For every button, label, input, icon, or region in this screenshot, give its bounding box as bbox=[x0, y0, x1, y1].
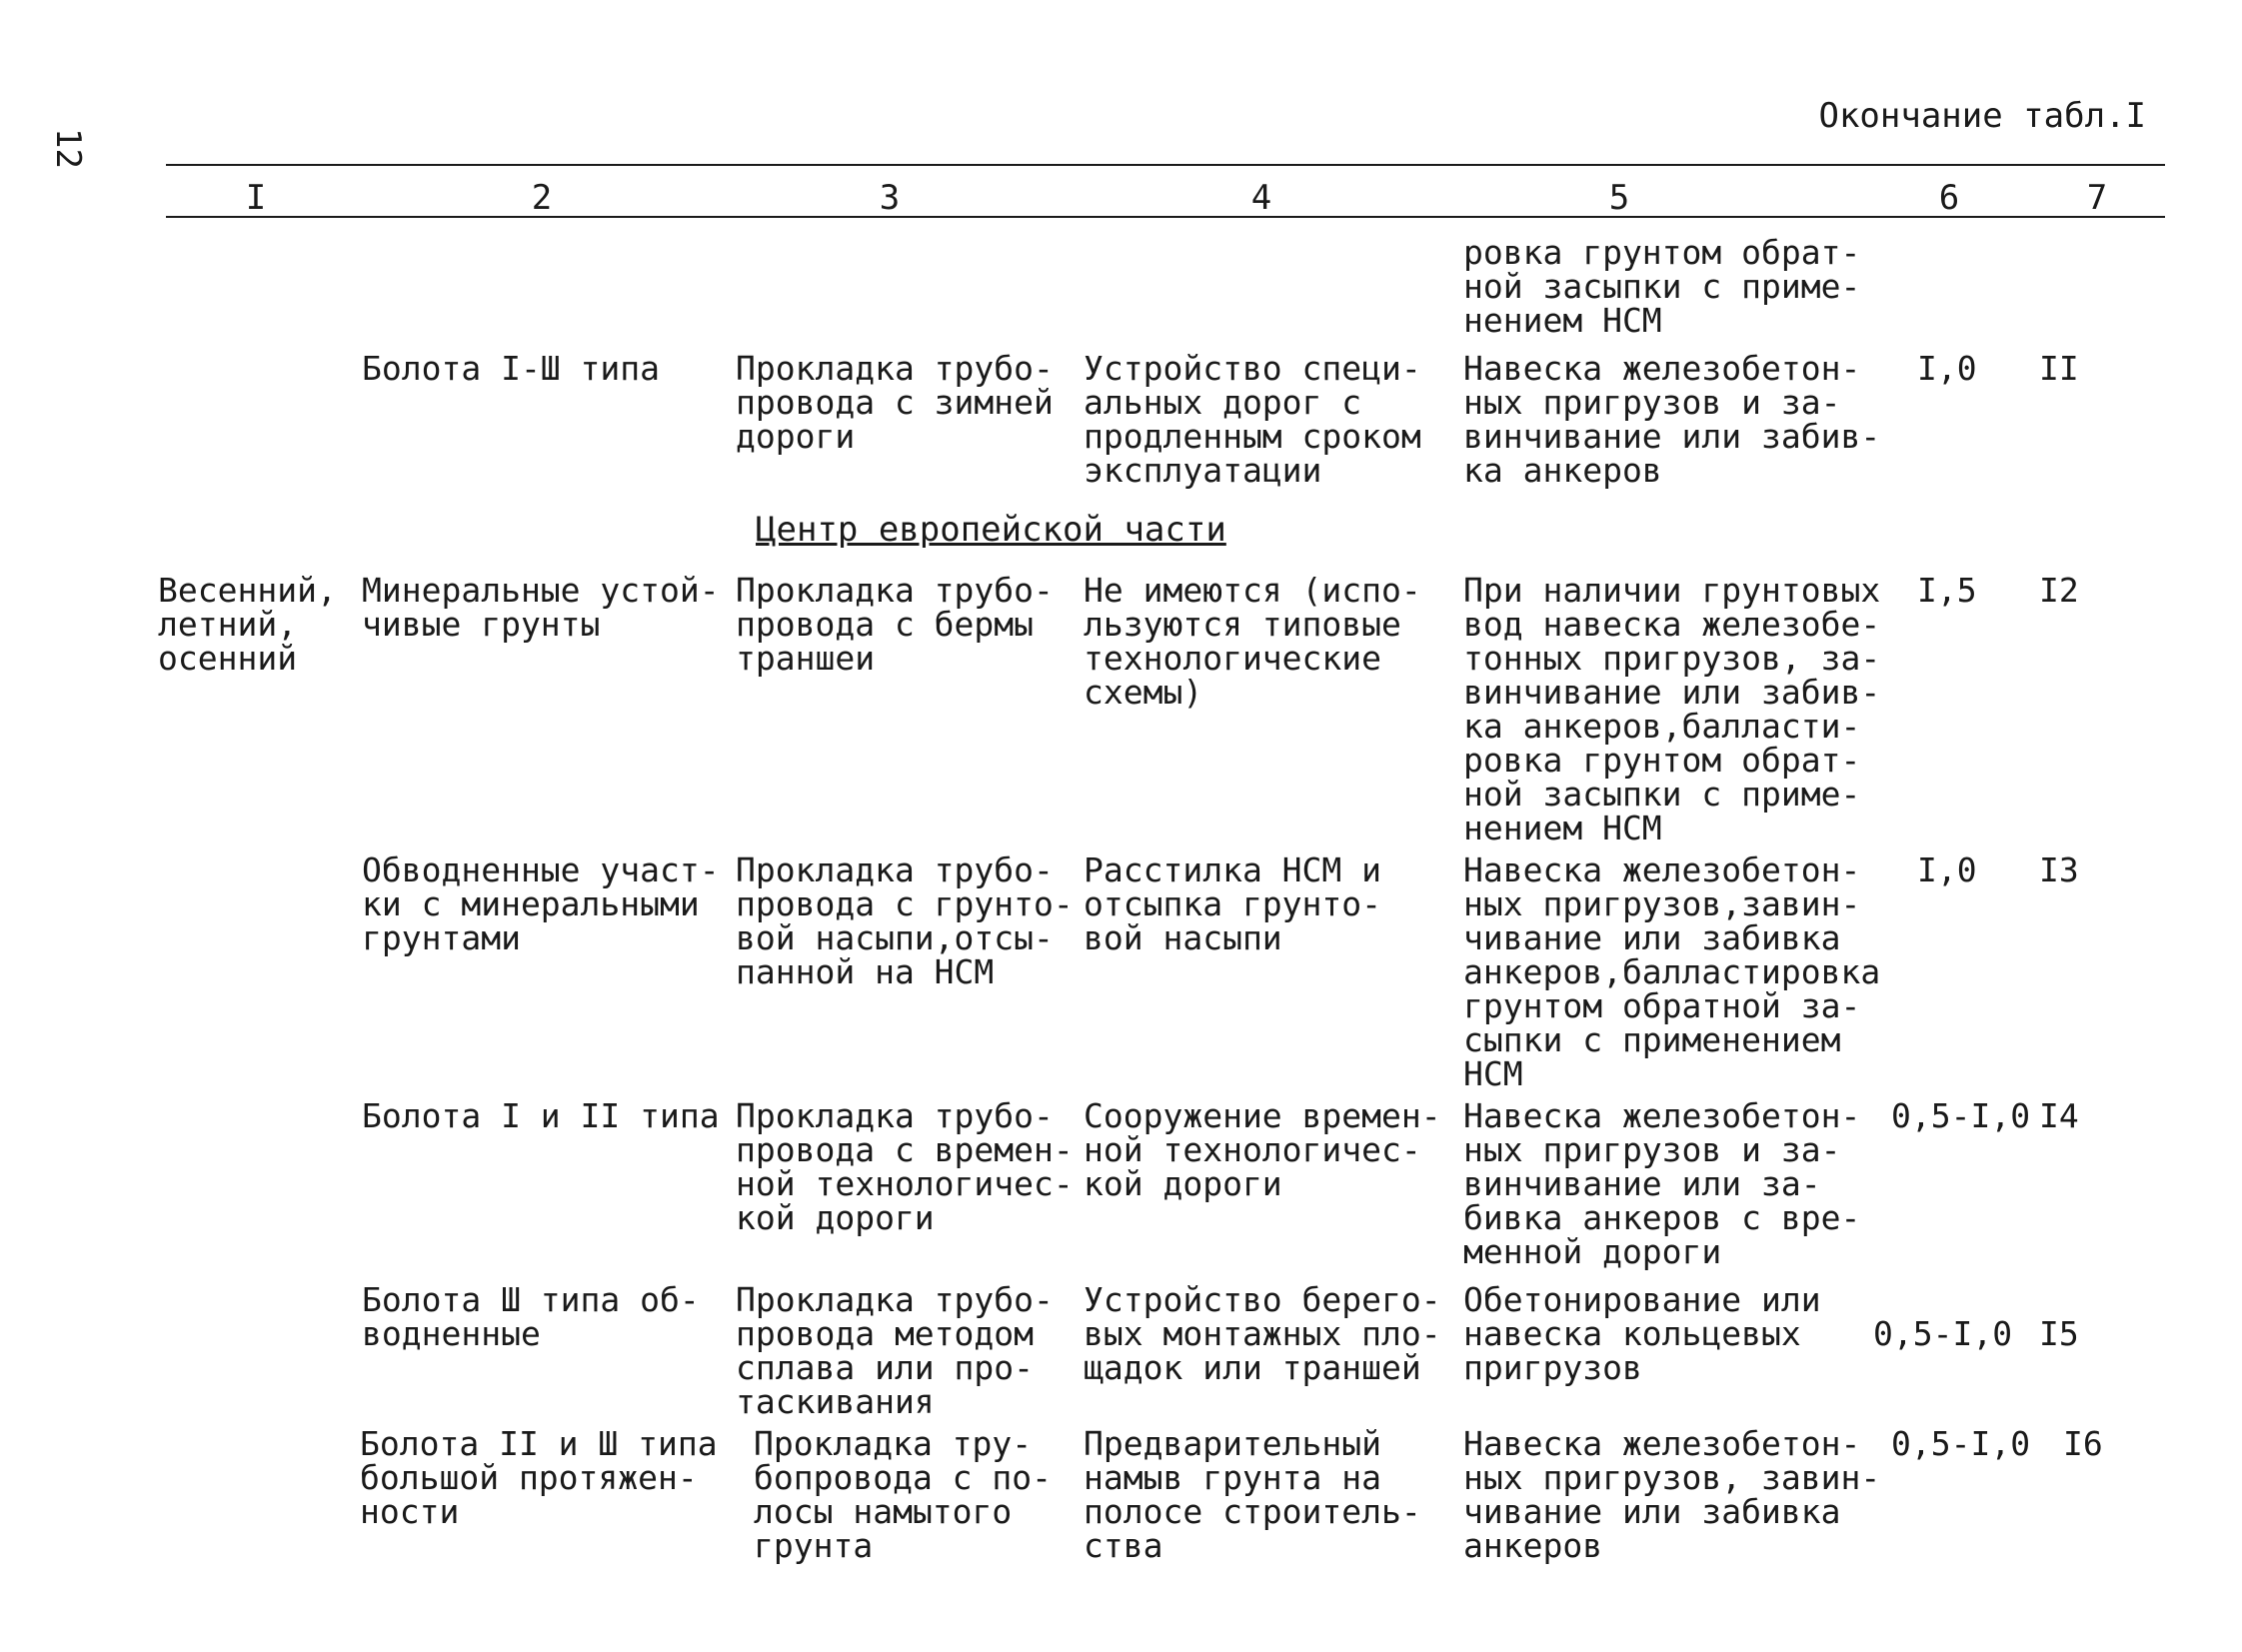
column-number-6: 6 bbox=[1938, 178, 1960, 218]
cell-scheme-number: I4 bbox=[2039, 1096, 2079, 1135]
cell-preparation: Расстилка НСМ и отсыпка грунто- вой насыпи bbox=[1084, 850, 1382, 957]
cell-terrain: Болота Ш типа об- водненные bbox=[362, 1280, 700, 1353]
cell-preparation: Предварительный намыв грунта на полосе строитель- ства bbox=[1084, 1424, 1421, 1565]
cell-method: Прокладка трубо- провода с грунто- вой насыпи,отсы- панной на НСМ bbox=[736, 850, 1074, 991]
cell-scheme-number: II bbox=[2039, 349, 2079, 388]
cell-scheme-number: I5 bbox=[2039, 1314, 2079, 1353]
cell-preparation: Устройство специ- альных дорог с продленным сроком эксплуатации bbox=[1084, 349, 1421, 490]
table-caption: Окончание табл.I bbox=[1818, 96, 2146, 136]
cell-scheme-number: I3 bbox=[2039, 850, 2079, 889]
cell-ballasting: Навеска железобетон- ных пригрузов и за- винчивание или забив- ка анкеров bbox=[1463, 349, 1881, 490]
section-title: Центр европейской части bbox=[756, 510, 1226, 550]
cell-preparation: Сооружение времен- ной технологичес- кой дороги bbox=[1084, 1096, 1441, 1203]
column-number-4: 4 bbox=[1250, 178, 1272, 218]
cell-coefficient: 0,5-I,0 bbox=[1891, 1096, 2031, 1135]
cell-coefficient: 0,5-I,0 bbox=[1873, 1314, 2013, 1353]
cell-preparation: Устройство берего- вых монтажных пло- щадок или траншей bbox=[1084, 1280, 1441, 1387]
cell-season: Весенний, летний, осенний bbox=[158, 571, 337, 678]
cell-preparation: Не имеются (испо- льзуются типовые технологические схемы) bbox=[1084, 571, 1421, 712]
column-number-2: 2 bbox=[531, 178, 553, 218]
column-number-1: I bbox=[245, 178, 267, 218]
cell-terrain: Болота II и Ш типа большой протяжен- ности bbox=[360, 1424, 718, 1531]
cell-terrain: Болота I и II типа bbox=[362, 1096, 720, 1135]
cell-terrain: Болота I-Ш типа bbox=[362, 349, 661, 388]
page-number: 12 bbox=[48, 128, 88, 169]
cell-scheme-number: I6 bbox=[2063, 1424, 2103, 1463]
cell-ballasting: Обетонирование или навеска кольцевых пригрузов bbox=[1463, 1280, 1821, 1387]
cell-result: ровка грунтом обрат- ной засыпки с приме- нением НСМ bbox=[1463, 233, 1861, 340]
column-number-3: 3 bbox=[879, 178, 901, 218]
cell-terrain: Обводненные участ- ки с минеральными грунтами bbox=[362, 850, 720, 957]
cell-ballasting: Навеска железобетон- ных пригрузов, завин- чивание или забивка анкеров bbox=[1463, 1424, 1881, 1565]
cell-scheme-number: I2 bbox=[2039, 571, 2079, 610]
column-number-7: 7 bbox=[2086, 178, 2108, 218]
cell-coefficient: 0,5-I,0 bbox=[1891, 1424, 2031, 1463]
cell-ballasting: Навеска железобетон- ных пригрузов,завин- чивание или забивка анкеров,балластировка грунтом обратной за- сыпки с применением НСМ bbox=[1463, 850, 1881, 1093]
cell-coefficient: I,0 bbox=[1917, 349, 1977, 388]
cell-ballasting: Навеска железобетон- ных пригрузов и за- винчивание или за- бивка анкеров с вре- менной дороги bbox=[1463, 1096, 1861, 1271]
cell-coefficient: I,5 bbox=[1917, 571, 1977, 610]
cell-ballasting: При наличии грунтовых вод навеска железобе- тонных пригрузов, за- винчивание или забив- ка анкеров,балласти- ровка грунтом обрат- ной засыпки с приме- нением НСМ bbox=[1463, 571, 1881, 847]
cell-method: Прокладка тру- бопровода с по- лосы намытого грунта bbox=[754, 1424, 1053, 1565]
cell-method: Прокладка трубо- провода с зимней дороги bbox=[736, 349, 1054, 456]
cell-method: Прокладка трубо- провода с времен- ной технологичес- кой дороги bbox=[736, 1096, 1074, 1237]
cell-coefficient: I,0 bbox=[1917, 850, 1977, 889]
header-top-rule bbox=[166, 164, 2165, 166]
header-bottom-rule bbox=[166, 216, 2165, 218]
cell-method: Прокладка трубо- провода с бермы траншеи bbox=[736, 571, 1054, 678]
cell-terrain: Минеральные устой- чивые грунты bbox=[362, 571, 720, 644]
column-number-5: 5 bbox=[1608, 178, 1630, 218]
cell-method: Прокладка трубо- провода методом сплава или про- таскивания bbox=[736, 1280, 1054, 1421]
